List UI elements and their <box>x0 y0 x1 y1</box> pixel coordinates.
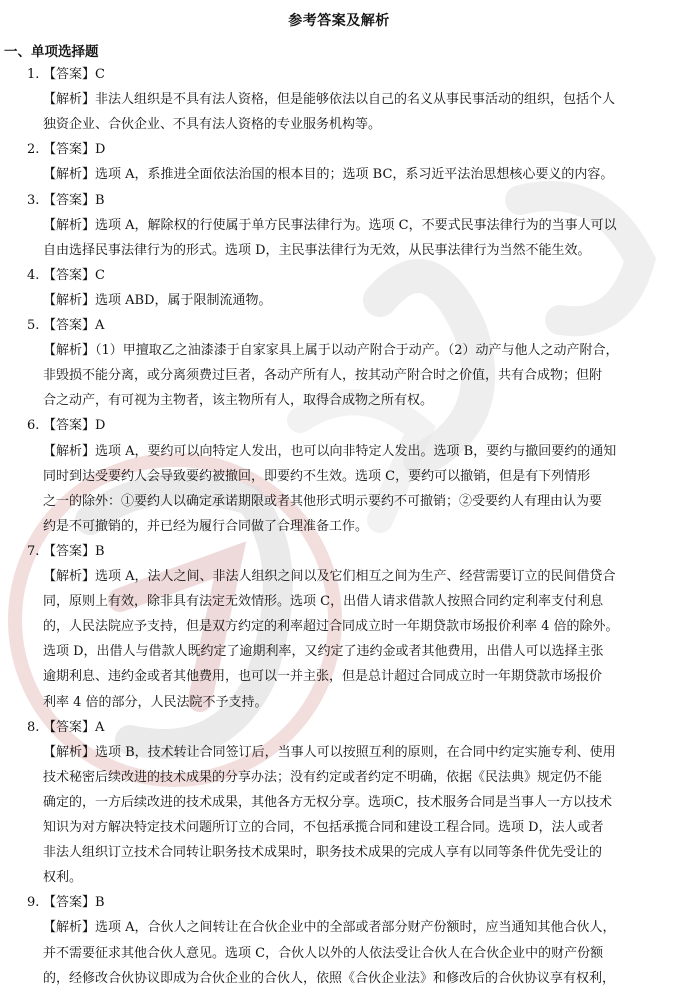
analysis-continuation: 合之动产，有可视为主物者，该主物所有人，取得合成物之所有权。 <box>43 393 434 409</box>
answer-line: 【答案】A <box>43 719 105 735</box>
analysis-line: 【解析】选项 ABD，属于限制流通物。 <box>43 292 272 308</box>
page-title: 参考答案及解析 <box>288 13 390 29</box>
question-number: 3. <box>27 192 40 208</box>
analysis-continuation: 利率 4 倍的部分，人民法院不予支持。 <box>43 694 268 710</box>
answer-line: 【答案】B <box>43 895 105 911</box>
section-heading: 一、单项选择题 <box>4 44 99 60</box>
analysis-continuation: 独资企业、合伙企业、不具有法人资格的专业服务机构等。 <box>43 117 382 133</box>
analysis-line: 【解析】（1）甲擅取乙之油漆漆于自家家具上属于以动产附合于动产。（2）动产与他人之动产附合， <box>43 343 619 359</box>
answer-line: 【答案】D <box>43 418 106 434</box>
analysis-continuation: 约是不可撤销的，并已经为履行合同做了合理准备工作。 <box>43 518 369 534</box>
answer-line: 【答案】D <box>43 142 106 158</box>
analysis-continuation: 自由选择民事法律行为的形式。选项 D，主民事法律行为无效，从民事法律行为当然不能生效。 <box>43 242 591 258</box>
question-number: 5. <box>27 318 40 333</box>
answer-line: 【答案】B <box>43 192 105 208</box>
analysis-line: 【解析】选项 A，法人之间、非法人组织之间以及它们相互之间为生产、经营需要订立的民间借贷合 <box>43 569 616 584</box>
analysis-line: 【解析】选项 B，技术转让合同签订后，当事人可以按照互利的原则，在合同中约定实施专利、使用 <box>43 744 616 760</box>
analysis-continuation: 非法人组织订立技术合同转让职务技术成果时，职务技术成果的完成人享有以同等条件优先受让的 <box>43 845 603 861</box>
question-number: 8. <box>27 719 40 735</box>
analysis-continuation: 逾期利息、违约金或者其他费用，也可以一并主张，但是总计超过合同成立时一年期贷款市场报价 <box>43 669 603 685</box>
answer-line: 【答案】A <box>43 318 105 333</box>
analysis-line: 【解析】选项 A，系推进全面依法治国的根本目的；选项 BC，系习近平法治思想核心要义的内容。 <box>43 167 614 183</box>
answer-line: 【答案】C <box>43 67 105 82</box>
analysis-continuation: 同时到达受要约人会导致要约被撤回，即要约不生效。选项 C，要约可以撤销，但是有下列情形 <box>43 468 591 484</box>
analysis-continuation: 知识为对方解决特定技术问题所订立的合同，不包括承揽合同和建设工程合同。选项 D，法人或者 <box>43 820 604 835</box>
question-number: 9. <box>27 895 40 911</box>
analysis-continuation: 的，人民法院应予支持，但是双方约定的利率超过合同成立时一年期贷款市场报价利率 4 倍的除外。 <box>43 619 619 635</box>
question-number: 2. <box>27 142 40 158</box>
analysis-line: 【解析】非法人组织是不具有法人资格，但是能够依法以自己的名义从事民事活动的组织，包括个人 <box>43 92 616 108</box>
question-number: 6. <box>27 418 40 434</box>
answer-line: 【答案】C <box>43 267 105 283</box>
analysis-line: 【解析】选项 A，合伙人之间转让在合伙企业中的全部或者部分财产份额时，应当通知其他合伙人， <box>43 920 616 936</box>
analysis-continuation: 权利。 <box>43 870 83 886</box>
question-number: 4. <box>27 267 40 283</box>
analysis-continuation: 之一的除外：①要约人以确定承诺期限或者其他形式明示要约不可撤销；②受要约人有理由认为要 <box>43 493 603 509</box>
analysis-line: 【解析】选项 A，要约可以向特定人发出，也可以向非特定人发出。选项 B，要约与撤回要约的通知 <box>43 443 617 459</box>
analysis-continuation: 非毁损不能分离，或分离须费过巨者，各动产所有人，按其动产附合时之价值，共有合成物；但附 <box>43 368 603 384</box>
analysis-continuation: 确定的，一方后续改进的技术成果，其他各方无权分享。选项C，技术服务合同是当事人一方以技术 <box>43 794 612 810</box>
question-number: 7. <box>27 543 40 559</box>
analysis-continuation: 并不需要征求其他合伙人意见。选项 C，合伙人以外的人依法受让合伙人在合伙企业中的财产份额 <box>43 945 604 961</box>
answer-line: 【答案】B <box>43 543 105 559</box>
analysis-continuation: 的，经修改合伙协议即成为合伙企业的合伙人，依照《合伙企业法》和修改后的合伙协议享有权利， <box>43 970 616 986</box>
question-number: 1. <box>27 67 40 82</box>
analysis-line: 【解析】选项 A，解除权的行使属于单方民事法律行为。选项 C，不要式民事法律行为的当事人可以 <box>43 217 617 233</box>
analysis-continuation: 选项 D，出借人与借款人既约定了逾期利率，又约定了违约金或者其他费用，出借人可以选择主张 <box>43 644 604 660</box>
analysis-continuation: 同，原则上有效，除非具有法定无效情形。选项 C，出借人请求借款人按照合同约定利率支付利息 <box>43 594 604 610</box>
analysis-continuation: 技术秘密后续改进的技术成果的分享办法；没有约定或者约定不明确，依据《民法典》规定仍不能 <box>43 769 603 785</box>
